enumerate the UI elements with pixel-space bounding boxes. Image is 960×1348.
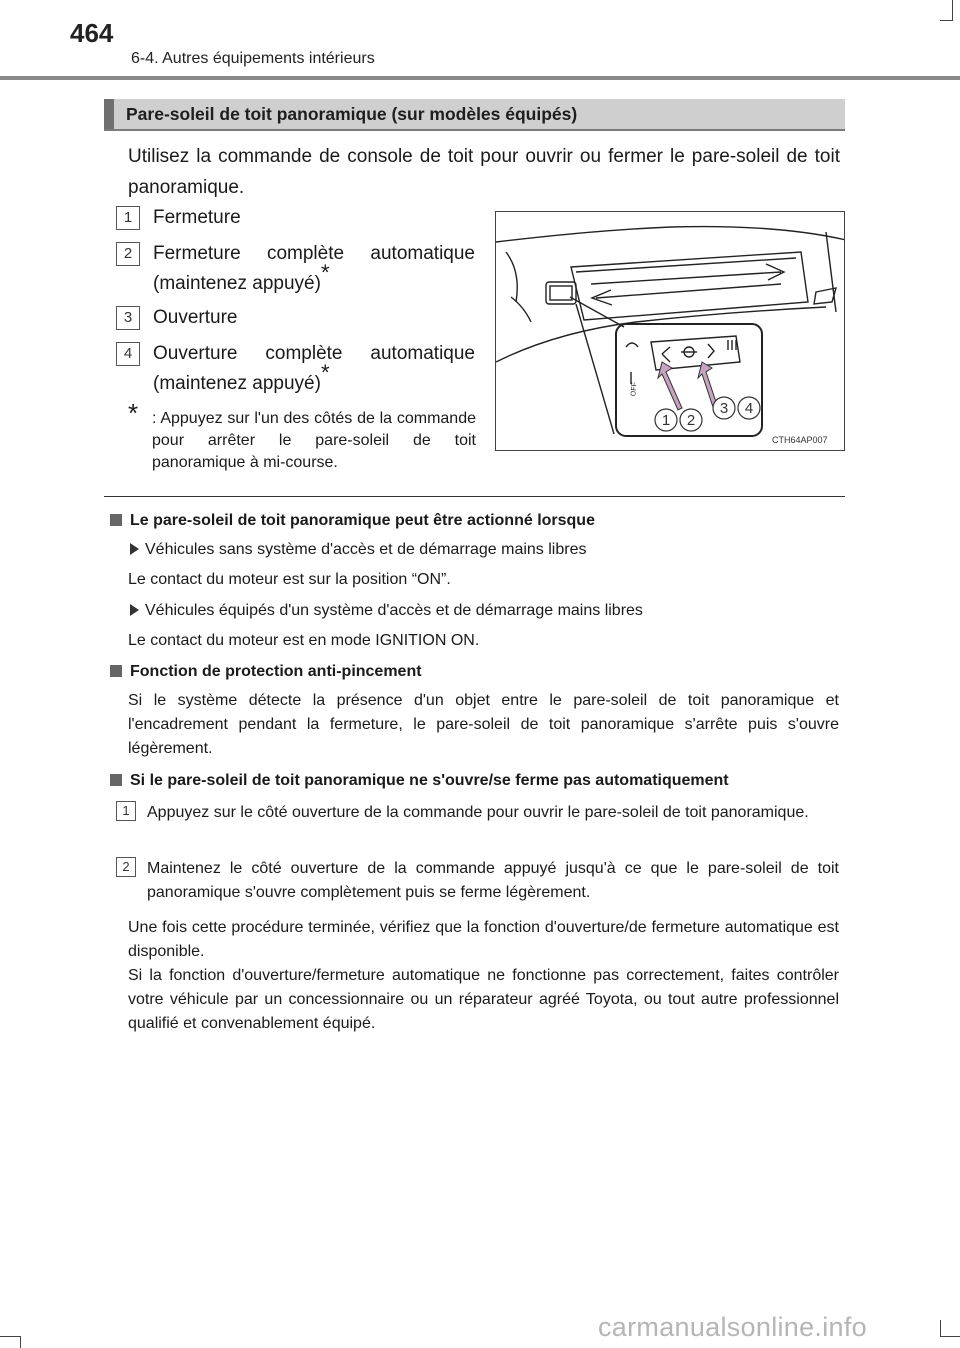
callout-2: 2 [686,412,696,429]
note-heading-auto-fail: Si le pare-soleil de toit panoramique ne s'ouvre/se ferme pas automatiquement [110,772,729,790]
figure-code: CTH64AP007 [772,435,828,445]
off-label: OFF [630,381,639,397]
intro-paragraph: Utilisez la commande de console de toit pour ouvrir ou fermer le pare-soleil de toit panoramique. [128,146,840,198]
square-bullet-icon [110,774,122,786]
step-number: 2 [116,242,140,266]
section-divider [104,496,845,497]
footnote-asterisk: * [128,398,139,428]
note-text-on: Le contact du moteur est sur la position “ON”. [128,571,451,588]
sunshade-switch-illustration [495,211,845,451]
step-label: Ouverture complète automatique (maintenez appuyé) [153,343,475,394]
triangle-bullet-icon [130,604,139,616]
triangle-bullet-icon [130,543,139,555]
crop-mark [20,1336,21,1348]
step-number: 3 [116,306,140,330]
step-number: 2 [116,857,136,877]
note-text-ignition: Le contact du moteur est en mode IGNITION ON. [128,632,480,649]
note-heading-operation: Le pare-soleil de toit panoramique peut être actionné lorsque [110,512,595,530]
asterisk-mark: * [320,360,330,385]
square-bullet-icon [110,665,122,677]
crop-mark [940,1336,960,1337]
step-number: 4 [116,342,140,366]
reset-step-2 [116,857,839,905]
watermark: carmanualsonline.info [598,1312,867,1342]
section-header-bar [104,99,114,129]
step-number: 1 [116,206,140,230]
section-header [104,99,845,131]
square-bullet-icon [110,514,122,526]
bullet-no-smart-key: Véhicules sans système d'accès et de démarrage mains libres [130,541,586,559]
bullet-smart-key: Véhicules équipés d'un système d'accès et de démarrage mains libres [130,602,643,620]
header-rule [0,76,960,80]
asterisk-mark: * [320,260,330,285]
crop-mark [940,20,953,21]
final-paragraph-1: Une fois cette procédure terminée, vérifiez que la fonction d'ouverture/de fermeture automatique est disponible. [128,919,839,960]
reset-step-text: Appuyez sur le côté ouverture de la commande pour ouvrir le pare-soleil de toit panoramique. [147,804,809,821]
final-paragraph-2: Si la fonction d'ouverture/fermeture automatique ne fonctionne pas correctement, faites contrôler votre véhicule par un concessionnaire ou un réparateur agréé Toyota, ou tout autre professionnel qualifié et convenablement équipé. [128,967,839,1032]
page-number: 464 [70,18,114,48]
jam-protection-paragraph: Si le système détecte la présence d'un objet entre le pare-soleil de toit panoramique et l'encadrement pendant la fermeture, le pare-soleil de toit panoramique s'arrête puis s'ouvre légèrement. [128,692,839,757]
callout-1: 1 [661,412,671,429]
reset-step-text: Maintenez le côté ouverture de la commande appuyé jusqu'à ce que le pare-soleil de toit panoramique s'ouvre complètement puis se ferme légèrement. [147,860,839,901]
step-number: 1 [116,801,136,821]
note-heading-jam-protection: Fonction de protection anti-pincement [110,663,422,681]
crop-mark [940,1320,941,1336]
callout-4: 4 [744,400,754,417]
crop-mark [952,0,953,20]
footnote-text: : Appuyez sur l'un des côtés de la commande pour arrêter le pare-soleil de toit panoramique à mi-course. [152,410,476,471]
callout-3: 3 [719,400,729,417]
step-label: Ouverture [153,307,238,328]
step-label: Fermeture complète automatique (maintenez appuyé) [153,243,475,294]
crop-mark [0,1336,20,1337]
step-label: Fermeture [153,207,241,228]
running-head: 6-4. Autres équipements intérieurs [131,50,375,67]
reset-step-1 [116,801,839,825]
section-title: Pare-soleil de toit panoramique (sur modèles équipés) [126,104,578,124]
